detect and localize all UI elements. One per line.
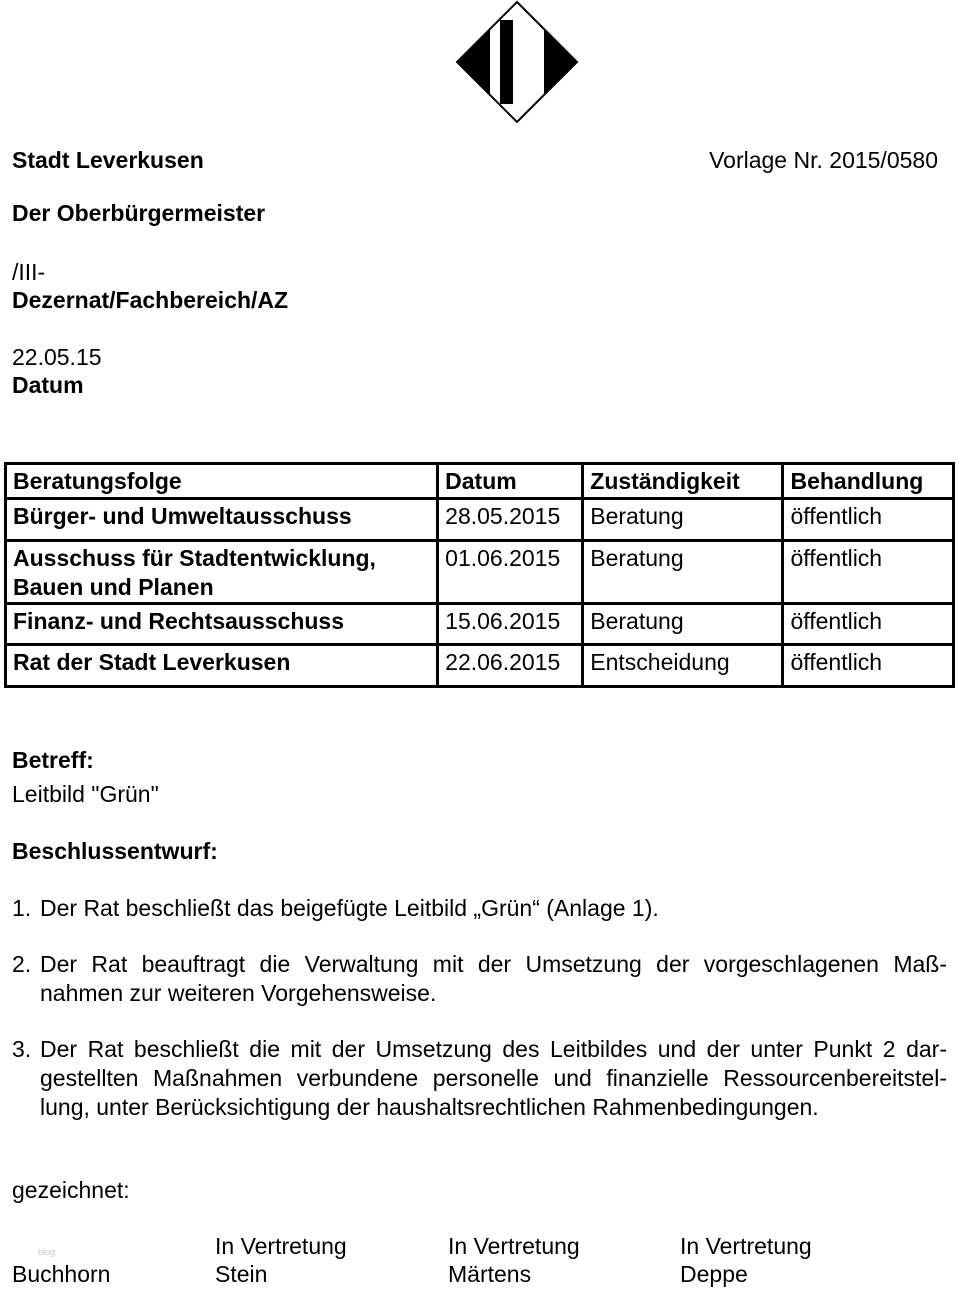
resolution-text: Der Rat beschließt das beigefügte Leitbild „Grün“ (Anlage 1). (40, 895, 659, 921)
resolution-item (12, 894, 947, 923)
treatment-cell: öffentlich (783, 604, 954, 645)
date-label: Datum (12, 372, 84, 398)
watermark-text: blog (38, 1247, 56, 1257)
committee-cell: Ausschuss für Stadtentwicklung, Bauen und Planen (6, 541, 438, 604)
committee-cell: Rat der Stadt Leverkusen (6, 645, 438, 687)
mayor-title: Der Oberbürgermeister (12, 200, 266, 226)
dept-code: /III- (12, 259, 46, 285)
signatory-name: Buchhorn (12, 1261, 111, 1287)
dept-label: Dezernat/Fachbereich/AZ (12, 287, 289, 313)
beschluss-label: Beschlussentwurf: (12, 838, 218, 864)
beratung-table (4, 462, 955, 688)
signed-label: gezeichnet: (12, 1177, 130, 1203)
treatment-cell: öffentlich (783, 499, 954, 541)
date-value: 22.05.15 (12, 344, 102, 370)
date-cell: 22.06.2015 (438, 645, 583, 687)
resolution-text: Der Rat beauftragt die Verwaltung mit der Umsetzung der vorgeschlagenen Maß-nahmen zur weiteren Vorgehensweise. (40, 951, 947, 1006)
treatment-cell: öffentlich (783, 645, 954, 687)
signatory-role: In Vertretung (680, 1233, 812, 1259)
table-header-row (6, 464, 954, 499)
resolution-item (12, 1035, 947, 1122)
signatory-role: In Vertretung (215, 1233, 347, 1259)
resolution-number: 2. (12, 951, 32, 977)
committee-cell: Bürger- und Umweltausschuss (6, 499, 438, 541)
responsibility-cell: Beratung (583, 604, 783, 645)
date-cell: 15.06.2015 (438, 604, 583, 645)
committee-cell: Finanz- und Rechtsausschuss (6, 604, 438, 645)
table-row (6, 645, 954, 687)
date-cell: 01.06.2015 (438, 541, 583, 604)
table-header-cell: Behandlung (783, 464, 954, 499)
signatory-name: Deppe (680, 1261, 748, 1287)
betreff-text: Leitbild "Grün" (12, 781, 159, 807)
table-row (6, 541, 954, 604)
date-cell: 28.05.2015 (438, 499, 583, 541)
table-header-cell: Beratungsfolge (6, 464, 438, 499)
resolution-number: 3. (12, 1036, 32, 1062)
resolution-number: 1. (12, 895, 32, 921)
city-logo (454, 0, 580, 124)
responsibility-cell: Beratung (583, 541, 783, 604)
signatory-name: Stein (215, 1261, 268, 1287)
table-row (6, 604, 954, 645)
table-header-cell: Zuständigkeit (583, 464, 783, 499)
city-name: Stadt Leverkusen (12, 147, 204, 173)
table-row (6, 499, 954, 541)
vorlage-number: Vorlage Nr. 2015/0580 (709, 147, 938, 173)
resolution-item (12, 950, 947, 1008)
table-header-cell: Datum (438, 464, 583, 499)
signatory-role: In Vertretung (448, 1233, 580, 1259)
betreff-label: Betreff: (12, 747, 94, 773)
treatment-cell: öffentlich (783, 541, 954, 604)
signatory-name: Märtens (448, 1261, 532, 1287)
responsibility-cell: Entscheidung (583, 645, 783, 687)
responsibility-cell: Beratung (583, 499, 783, 541)
resolution-text: Der Rat beschließt die mit der Umsetzung des Leitbildes und der unter Punkt 2 dar-gestellten Maßnahmen verbundene personelle und finanzielle Ressourcenbereitstel-lung, unter Berücksichtigung der haushaltsrechtlichen Rahmenbedingungen. (40, 1036, 947, 1120)
